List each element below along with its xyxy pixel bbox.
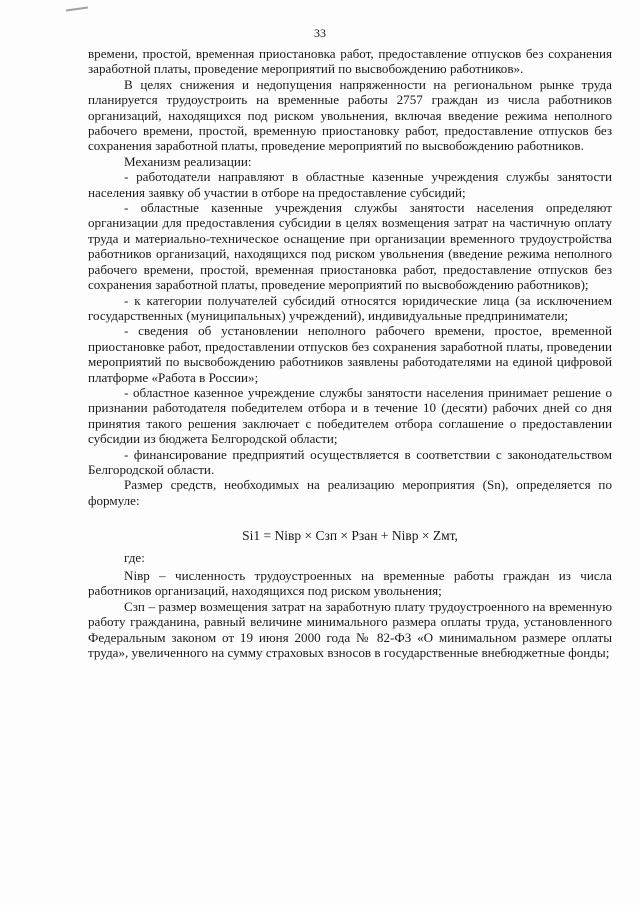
list-item-agencies-determine: - областные казенные учреждения службы занятости населения определяют организации для предоставления субсидии в целях возмещения затрат на частичную оплату труда и материально-техническое оснащение при организации временного трудоустройства работников организаций, находящихся под риском увольнения (введение режима неполного рабочего времени, простой, временная приостановка работ, предоставление отпусков без сохранения заработной платы, проведение мероприятий по высвобождению работников); xyxy=(88,200,612,293)
paragraph-mechanism-heading: Механизм реализации: xyxy=(124,153,252,169)
list-item-information-declared: - сведения об установлении неполного рабочего времени, простое, временной приостановке работ, предоставлении отпусков без сохранения заработной платы, проведении мероприятий по высвобождению работников заявлены работодателями на единой цифровой платформе «Работа в России»; xyxy=(88,323,612,385)
paragraph-employment-plan: В целях снижения и недопущения напряженности на региональном рынке труда планируется трудоустроить на временные работы 2757 граждан из числа работников организаций, находящихся под риском увольнения, включая введение режима неполного рабочего времени, простой, временную приостановку работ, предоставление отпусков без сохранения заработной платы, проведение мероприятий по высвобождению работников. xyxy=(88,76,612,154)
document-body xyxy=(88,46,612,660)
scan-artifact xyxy=(66,6,88,11)
formula-where-label: где: xyxy=(124,549,145,565)
paragraph-continuation: времени, простой, временная приостановка работ, предоставление отпусков без сохранения заработной платы, проведение мероприятий по высвобождению работников». xyxy=(88,46,612,77)
list-item-employers-apply: - работодатели направляют в областные казенные учреждения службы занятости населения заявку об участии в отборе на предоставление субсидий; xyxy=(88,169,612,200)
list-item-agency-decision: - областное казенное учреждение службы занятости населения принимает решение о признании работодателя победителем отбора и в течение 10 (десяти) рабочих дней со дня принятия такого решения заключает с победителем отбора соглашение о предоставлении субсидии из бюджета Белгородской области; xyxy=(88,384,612,447)
definition-n-ivr: Nівр – численность трудоустроенных на временные работы граждан из числа работников организаций, находящихся под риском увольнения; xyxy=(88,568,612,599)
list-item-recipient-category: - к категории получателей субсидий относятся юридические лица (за исключением государственных (муниципальных) учреждений), индивидуальные предприниматели; xyxy=(88,292,612,323)
formula: Si1 = Nівр × Сзп × Рзан + Nівр × Zмт, xyxy=(242,528,458,544)
list-item-financing: - финансирование предприятий осуществляется в соответствии с законодательством Белгородской области. xyxy=(88,446,612,477)
definition-c-zp: Сзп – размер возмещения затрат на заработную плату трудоустроенного на временную работу гражданина, равный величине минимального размера оплаты труда, установленного Федеральным законом от 19 июня 2000 года № 82-ФЗ «О минимальном размере оплаты труда», увеличенного на сумму страховых взносов в государственные внебюджетные фонды; xyxy=(88,598,612,661)
page-number: 33 xyxy=(314,26,326,40)
paragraph-formula-intro: Размер средств, необходимых на реализацию мероприятия (Sn), определяется по формуле: xyxy=(88,477,612,508)
